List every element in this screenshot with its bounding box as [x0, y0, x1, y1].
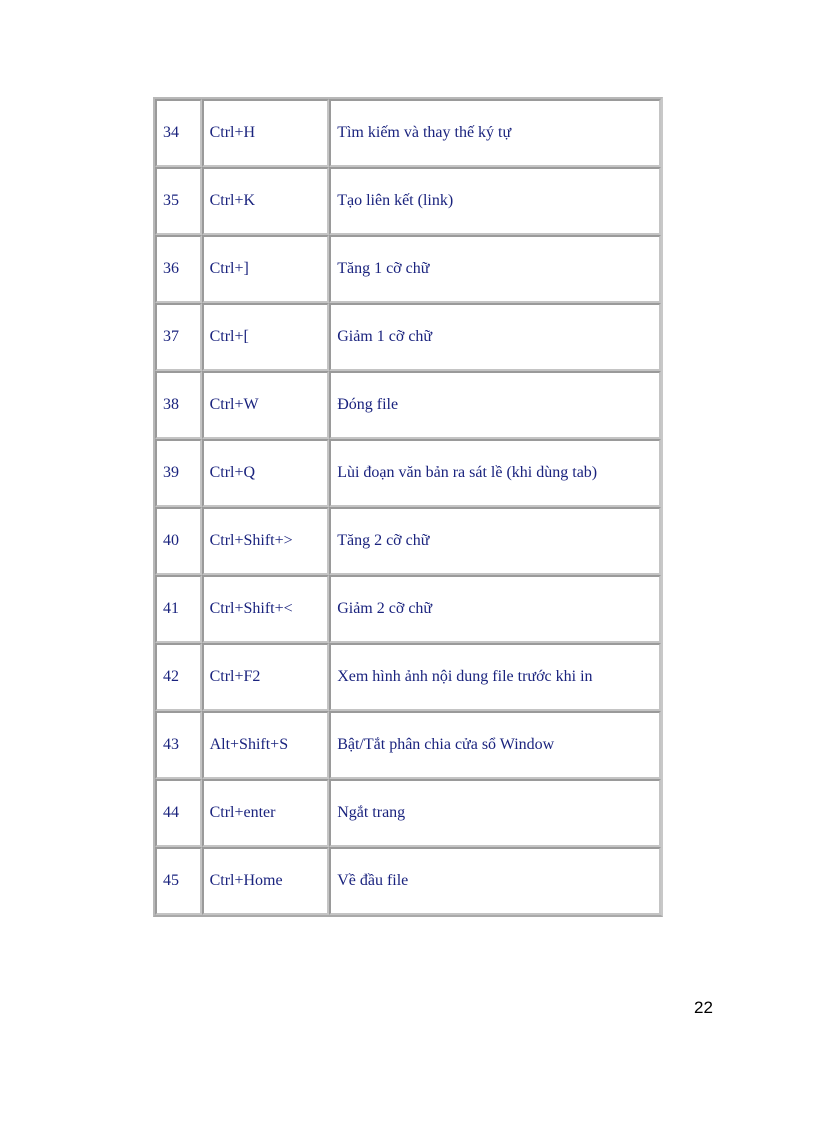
shortcut-description: Xem hình ảnh nội dung file trước khi in [329, 643, 661, 711]
shortcut-key: Ctrl+F2 [202, 643, 330, 711]
table-row [155, 779, 661, 847]
table-row [155, 507, 661, 575]
shortcut-description: Tăng 2 cỡ chữ [329, 507, 661, 575]
shortcut-key: Ctrl+Home [202, 847, 330, 915]
row-number: 44 [155, 779, 202, 847]
shortcut-key: Ctrl+Q [202, 439, 330, 507]
table-row [155, 371, 661, 439]
table-row [155, 643, 661, 711]
shortcut-key: Ctrl+] [202, 235, 330, 303]
shortcut-description: Ngắt trang [329, 779, 661, 847]
row-number: 40 [155, 507, 202, 575]
table-row [155, 303, 661, 371]
row-number: 43 [155, 711, 202, 779]
table-row [155, 235, 661, 303]
table-row [155, 167, 661, 235]
row-number: 37 [155, 303, 202, 371]
row-number: 42 [155, 643, 202, 711]
shortcut-key: Ctrl+W [202, 371, 330, 439]
shortcut-description: Giảm 1 cỡ chữ [329, 303, 661, 371]
shortcut-key: Ctrl+enter [202, 779, 330, 847]
row-number: 45 [155, 847, 202, 915]
row-number: 34 [155, 99, 202, 167]
shortcut-description: Giảm 2 cỡ chữ [329, 575, 661, 643]
row-number: 35 [155, 167, 202, 235]
table-body [155, 99, 661, 915]
shortcut-key: Ctrl+H [202, 99, 330, 167]
shortcut-key: Ctrl+K [202, 167, 330, 235]
table-row [155, 847, 661, 915]
row-number: 36 [155, 235, 202, 303]
row-number: 41 [155, 575, 202, 643]
table-row [155, 439, 661, 507]
shortcut-description: Bật/Tắt phân chia cửa sổ Window [329, 711, 661, 779]
shortcut-table [153, 97, 663, 917]
table-row [155, 99, 661, 167]
shortcut-description: Tăng 1 cỡ chữ [329, 235, 661, 303]
row-number: 39 [155, 439, 202, 507]
table-row [155, 575, 661, 643]
shortcut-description: Lùi đoạn văn bản ra sát lề (khi dùng tab) [329, 439, 661, 507]
row-number: 38 [155, 371, 202, 439]
shortcut-key: Alt+Shift+S [202, 711, 330, 779]
shortcut-key: Ctrl+Shift+> [202, 507, 330, 575]
shortcut-description: Đóng file [329, 371, 661, 439]
table-row [155, 711, 661, 779]
shortcut-key: Ctrl+[ [202, 303, 330, 371]
shortcut-description: Tìm kiếm và thay thế ký tự [329, 99, 661, 167]
page-number: 22 [694, 998, 713, 1017]
shortcut-description: Tạo liên kết (link) [329, 167, 661, 235]
shortcut-description: Về đầu file [329, 847, 661, 915]
shortcut-key: Ctrl+Shift+< [202, 575, 330, 643]
